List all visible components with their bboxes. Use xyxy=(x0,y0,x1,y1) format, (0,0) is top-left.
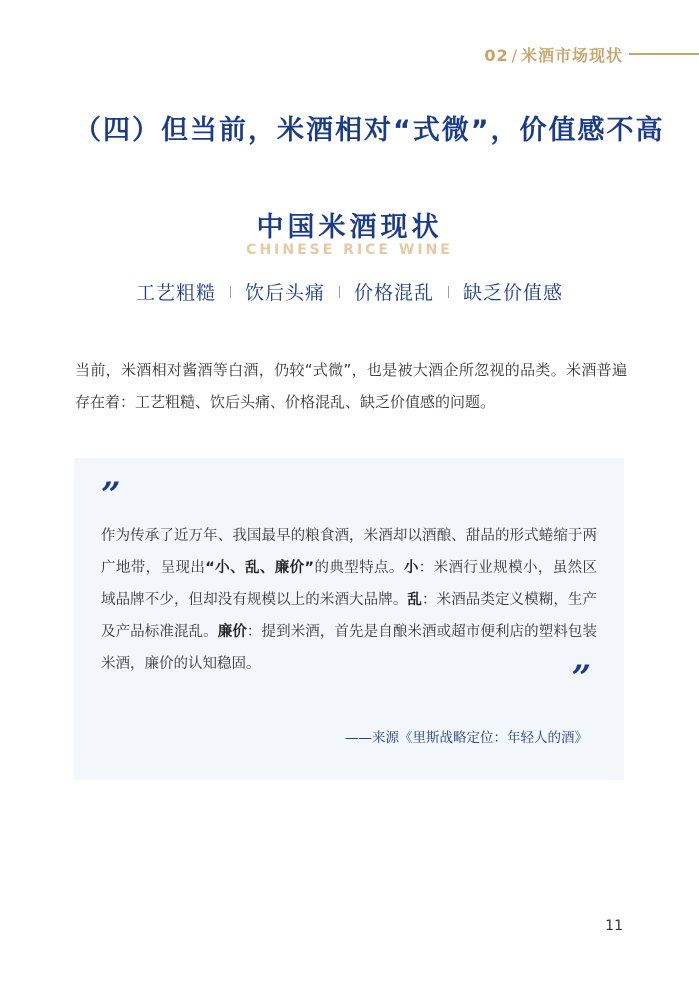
quote-box xyxy=(74,458,624,780)
tag-item: 工艺粗糙 xyxy=(135,282,216,304)
open-quote-icon: ” xyxy=(101,475,121,515)
section-header-label: 02 / 米酒市场现状 xyxy=(484,45,623,65)
problem-tags xyxy=(0,278,699,305)
section-title: 中国米酒现状 xyxy=(256,212,443,243)
page-title: （四）但当前，米酒相对“式微”，价值感不高 xyxy=(74,115,665,146)
page-number: 11 xyxy=(605,918,623,934)
section-subtitle: CHINESE RICE WINE xyxy=(246,242,453,258)
tag-item: 价格混乱 xyxy=(354,282,435,304)
quote-text: 作为传承了近万年、我国最早的粮食酒，米酒却以酒酿、甜品的形式蜷缩于两广地带，呈现出“小、乱、廉价”的典型特点。小：米酒行业规模小，虽然区域品牌不少，但却没有规模以上的米酒大品牌。乱：米酒品类定义模糊，生产及产品标准混乱。廉价：提到米酒，首先是自酿米酒或超市便利店的塑料包装米酒，廉价的认知稳固。 xyxy=(101,528,598,672)
tag-item: 缺乏价值感 xyxy=(463,282,564,304)
header-divider xyxy=(629,53,699,55)
body-paragraph: 当前，米酒相对酱酒等白酒，仍较“式微”，也是被大酒企所忽视的品类。米酒普遍存在着：工艺粗糙、饮后头痛、价格混乱、缺乏价值感的问题。 xyxy=(75,361,627,411)
tag-item: 饮后头痛 xyxy=(244,282,325,304)
quote-source: ——来源《里斯战略定位：年轻人的酒》 xyxy=(345,730,588,746)
close-quote-icon: ” xyxy=(571,658,591,698)
section-header xyxy=(484,42,699,66)
